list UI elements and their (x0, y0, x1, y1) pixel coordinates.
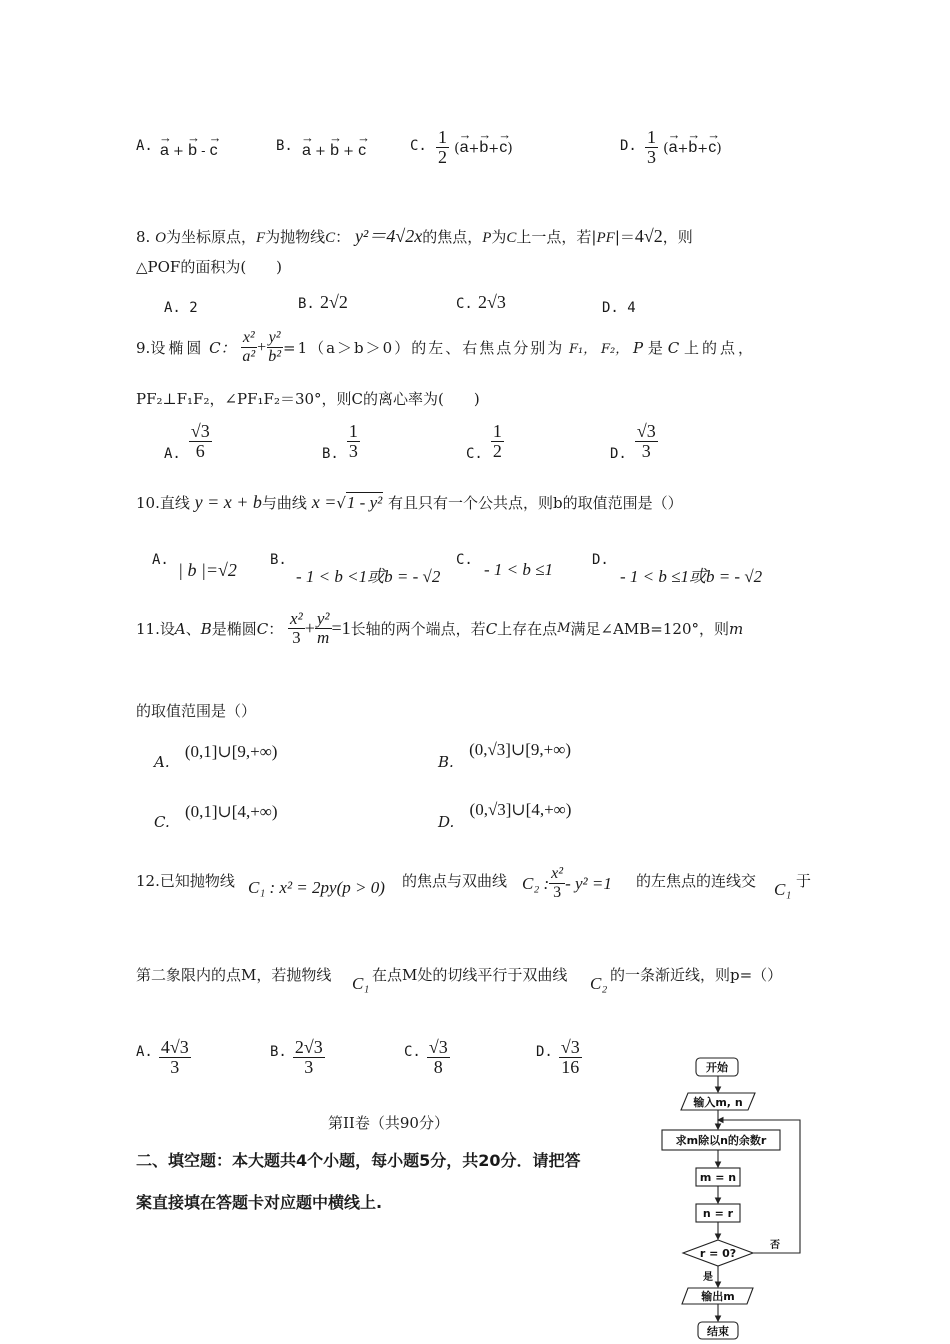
q12-line2c: 的一条渐近线，则p=（） (610, 966, 783, 984)
q10-option-d-label: D. (592, 552, 609, 568)
q10-stem: 10.直线 y = x + b 与曲线 x = √ 1 - y² 有且只有一个公共点，则b的取值范围是（） (136, 492, 683, 512)
q9-stem-line2: PF₂⊥F₁F₂，∠PF₁F₂＝30°，则C的离心率为( ) (136, 390, 480, 408)
q11-stem-line1: 11.设 A 、 B 是椭圆 C ： $\frac{\text{x²}}{3}$ + $\frac{\text{y²}}{m}$ =1 长轴的两个端点，若 C 上存在点 M 满足∠AMB=120°，则 m (136, 609, 744, 647)
q10-option-b: - 1 < b <1或b = - √2 (296, 567, 441, 586)
q12-eq2: C₂ : $\frac{\text{x²}}{3}$ - y² =1 (522, 865, 612, 901)
flow-remainder-text: 求m除以n的余数r (675, 1134, 767, 1147)
q8-option-d: D. 4 (602, 300, 636, 316)
q8-stem-line1: 8. O为坐标原点，F为抛物线C： y²＝4√2x的焦点，P为C上一点，若|PF|＝4√2，则 (136, 226, 693, 246)
q12-line2-c1: C₁ (352, 974, 370, 993)
flow-no-label: 否 (770, 1240, 780, 1251)
q9-option-c: C. $\frac{1}{2}$ (466, 421, 502, 462)
q8-option-c: C. 2√3 (456, 292, 506, 312)
q12-option-b: B. $\frac{2√3}{3}$ (270, 1037, 323, 1077)
q7-option-c-label: C. (410, 138, 427, 154)
q7-option-d-label: D. (620, 138, 637, 154)
q9-option-a: A. $\frac{√3}{6}$ (164, 421, 210, 462)
q12-text3: 于 (796, 872, 812, 890)
q12-line2b: 在点M处的切线平行于双曲线 (372, 966, 568, 984)
q7-option-a: → a + → b - → c (160, 136, 218, 160)
q10-option-a-label: A. (152, 552, 169, 568)
section2-heading-line2: 案直接填在答题卡对应题中横线上. (136, 1193, 383, 1212)
q11-option-b: B. (0,√3]∪[9,+∞) (438, 740, 571, 771)
flow-decision-text: r = 0? (699, 1247, 737, 1260)
q10-option-b-label: B. (270, 552, 287, 568)
q11-option-d: D. (0,√3]∪[4,+∞) (438, 800, 572, 831)
q12-line2-c2: C₂ (590, 974, 608, 993)
q8-option-a: A. 2 (164, 300, 198, 316)
q12-text1: 的焦点与双曲线 (402, 872, 508, 890)
flow-end-text: 结束 (707, 1325, 729, 1338)
q8-option-b: B. 2√2 (298, 292, 348, 312)
q11-stem-line2: 的取值范围是（） (136, 702, 257, 720)
flow-assign-n-text: n = r (702, 1207, 734, 1220)
q10-option-a: | b |=√2 (178, 560, 237, 580)
q7-option-d: $\frac{1}{3}$ (→ a+→ b+→ c) (645, 128, 722, 168)
q12-number: 12.已知抛物线 (136, 872, 235, 890)
q10-option-c: - 1 < b ≤1 (484, 560, 553, 579)
q12-line2a: 第二象限内的点M，若抛物线 (136, 966, 332, 984)
flow-input-text: 输入m, n (693, 1096, 743, 1109)
q9-stem-line1: 9. 设椭圆 C： $\frac{\text{x²}}{\text{a²}}$ + $\frac{\text{y²}}{\text{b²}}$ =1（a＞b＞0）的左、右焦点分别为 F₁， F₂， P 是 C 上的点， (136, 329, 756, 365)
section2-heading-line1: 二、填空题：本大题共4个小题，每小题5分，共20分．请把答 (136, 1151, 581, 1170)
q11-option-c: C. (0,1]∪[4,+∞) (154, 802, 278, 831)
q12-option-c: C. $\frac{√3}{8}$ (404, 1037, 448, 1077)
q9-option-b: B. $\frac{1}{3}$ (322, 421, 358, 462)
q7-option-b-label: B. (276, 138, 293, 154)
q11-option-a: A. (0,1]∪[9,+∞) (154, 742, 278, 771)
flow-output-text: 输出m (701, 1290, 735, 1303)
part2-title: 第II卷（共90分） (328, 1114, 449, 1132)
q12-option-a: A. $\frac{4√3}{3}$ (136, 1037, 189, 1077)
q12-c1: C₁ (774, 880, 792, 899)
q10-option-c-label: C. (456, 552, 473, 568)
q9-option-d: D. $\frac{√3}{3}$ (610, 421, 656, 462)
flow-start-text: 开始 (706, 1061, 728, 1074)
q12-text2: 的左焦点的连线交 (636, 872, 757, 890)
q10-option-d: - 1 < b ≤1或b = - √2 (620, 567, 763, 586)
q7-option-b: → a + → b + → c (302, 136, 366, 160)
q12-eq1: C₁ : x² = 2py(p > 0) (248, 878, 385, 897)
flow-yes-label: 是 (703, 1272, 713, 1283)
q8-stem-line2: △POF的面积为( ) (136, 258, 283, 276)
q7-option-a-label: A. (136, 138, 153, 154)
flow-assign-m-text: m = n (699, 1171, 737, 1184)
q7-option-c: $\frac{1}{2}$ (→ a+→ b+→ c) (436, 128, 513, 168)
flowchart (650, 1050, 820, 1342)
q12-option-d: D. $\frac{√3}{16}$ (536, 1037, 580, 1077)
